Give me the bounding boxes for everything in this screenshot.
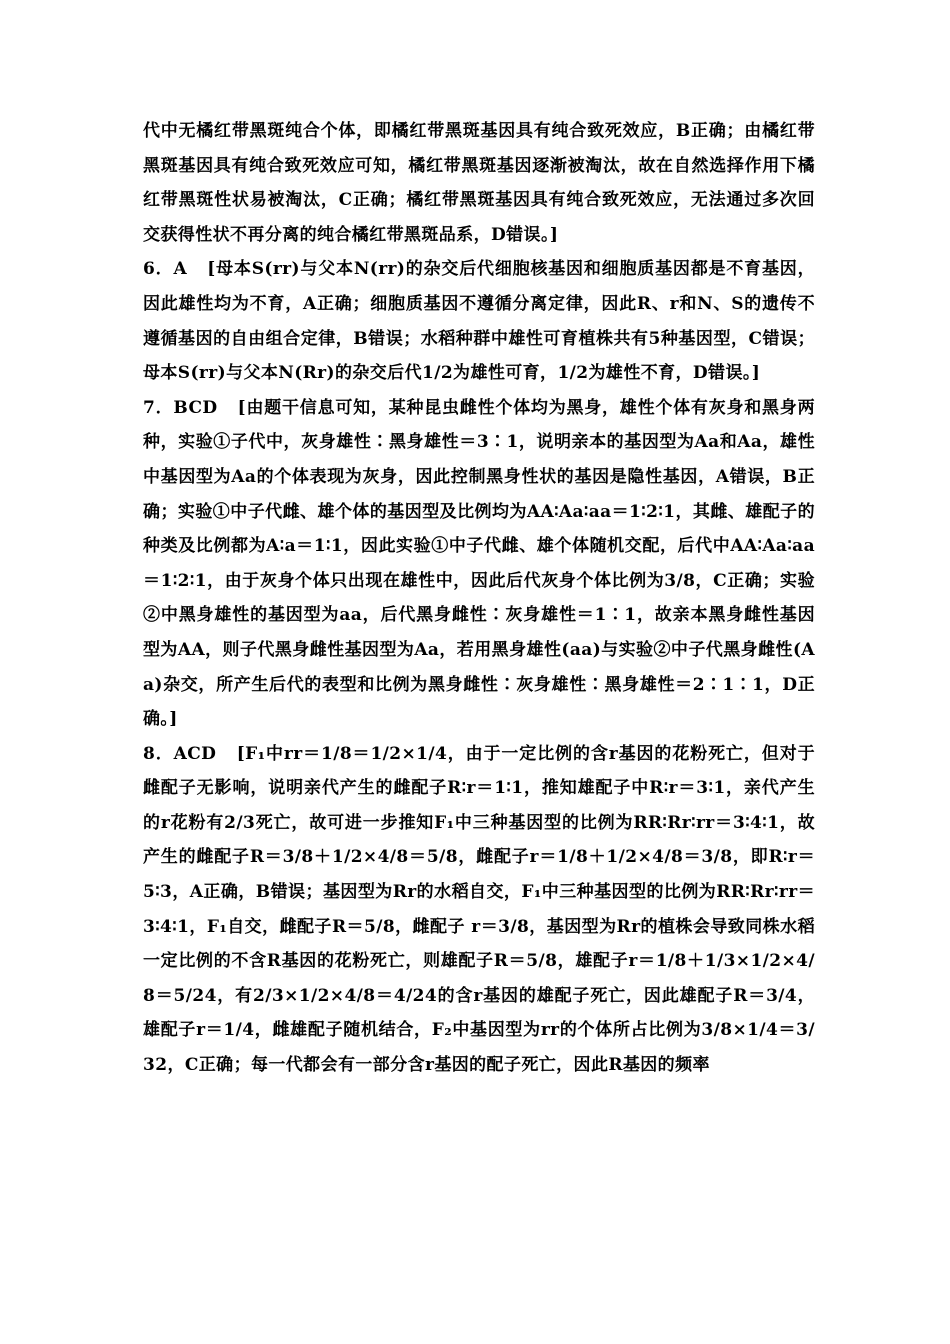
answer-q8 bbox=[143, 737, 815, 1083]
answer-q7 bbox=[143, 391, 815, 737]
paragraph-text: 代中无橘红带黑斑纯合个体，即橘红带黑斑基因具有纯合致死效应，B正确；由橘红带黑斑基因具有纯合致死效应可知，橘红带黑斑基因逐渐被淘汰，故在自然选择作用下橘红带黑斑性状易被淘汰，C正确；橘红带黑斑基因具有纯合致死效应，无法通过多次回交获得性状不再分离的纯合橘红带黑斑品系，D错误。] bbox=[143, 121, 815, 245]
paragraph-text: [F₁中rr＝1/8＝1/2×1/4，由于一定比例的含r基因的花粉死亡，但对于雌配子无影响，说明亲代产生的雌配子R∶r＝1∶1，推知雄配子中R∶r＝3∶1，亲代产生的r花粉有2/3死亡，故可进一步推知F₁中三种基因型的比例为RR∶Rr∶rr＝3∶4∶1，故产生的雌配子R＝3/8＋1/2×4/8＝5/8，雌配子r＝1/8＋1/2×4/8＝3/8，即R∶r＝5∶3，A正确，B错误；基因型为Rr的水稻自交，F₁中三种基因型的比例为RR∶Rr∶rr＝3∶4∶1，F₁自交，雌配子R＝5/8，雌配子 r＝3/8，基因型为Rr的植株会导致同株水稻一定比例的不含R基因的花粉死亡，则雄配子R＝5/8，雄配子r＝1/8＋1/3×1/2×4/8＝5/24，有2/3×1/2×4/8＝4/24的含r基因的雄配子死亡，因此雄配子R＝3/4，雄配子r＝1/4，雌雄配子随机结合，F₂中基因型为rr的个体所占比例为3/8×1/4＝3/32，C正确；每一代都会有一部分含r基因的配子死亡，因此R基因的频率 bbox=[143, 743, 815, 1076]
answer-number: 6．A bbox=[143, 259, 208, 280]
paragraph-text: [由题干信息可知，某种昆虫雌性个体均为黑身，雄性个体有灰身和黑身两种，实验①子代中，灰身雄性∶黑身雄性＝3∶1，说明亲本的基因型为Aa和Aa，雄性中基因型为Aa的个体表现为灰身，因此控制黑身性状的基因是隐性基因，A错误，B正确；实验①中子代雌、雄个体的基因型及比例均为AA∶Aa∶aa＝1∶2∶1，其雌、雄配子的种类及比例都为A∶a＝1∶1，因此实验①中子代雌、雄个体随机交配，后代中AA∶Aa∶aa＝1∶2∶1，由于灰身个体只出现在雄性中，因此后代灰身个体比例为3/8，C正确；实验②中黑身雄性的基因型为aa，后代黑身雌性∶灰身雄性＝1∶1，故亲本黑身雌性基因型为AA，则子代黑身雌性基因型为Aa，若用黑身雄性(aa)与实验②中子代黑身雌性(Aa)杂交，所产生后代的表型和比例为黑身雌性∶灰身雄性∶黑身雄性＝2∶1∶1，D正确。] bbox=[143, 397, 815, 730]
answer-continuation-q5 bbox=[143, 114, 815, 252]
answer-number: 7．BCD bbox=[143, 397, 238, 418]
answer-number: 8．ACD bbox=[143, 743, 237, 764]
answer-q6 bbox=[143, 252, 815, 390]
document-page bbox=[143, 114, 815, 1083]
paragraph-text: [母本S(rr)与父本N(rr)的杂交后代细胞核基因和细胞质基因都是不育基因，因此雄性均为不育，A正确；细胞质基因不遵循分离定律，因此R、r和N、S的遗传不遵循基因的自由组合定律，B错误；水稻种群中雄性可育植株共有5种基因型，C错误；母本S(rr)与父本N(Rr)的杂交后代1/2为雄性可育，1/2为雄性不育，D错误。] bbox=[143, 259, 815, 384]
